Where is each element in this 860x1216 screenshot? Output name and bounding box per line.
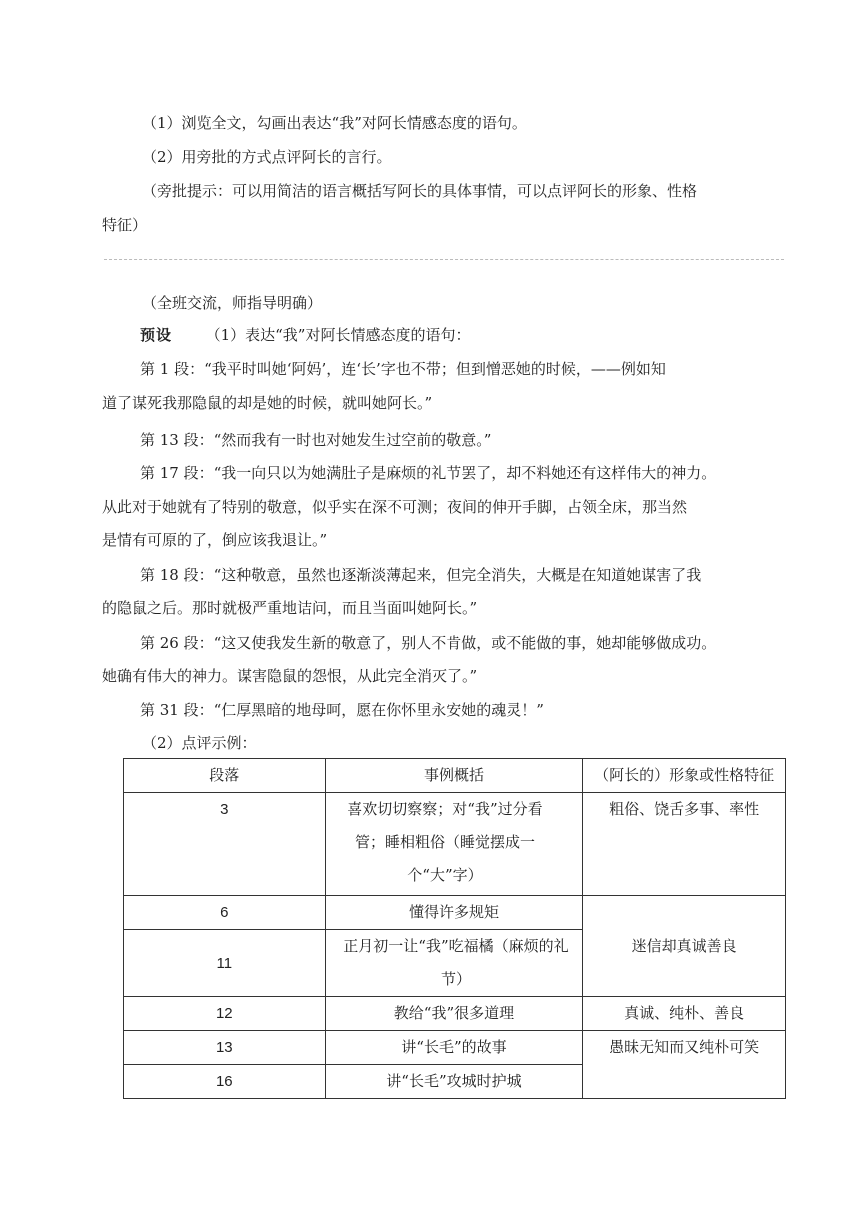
- class-note: （全班交流，师指导明确）: [142, 294, 323, 312]
- table-row: [124, 1031, 786, 1065]
- preset-line: [140, 323, 470, 347]
- row-paragraph: 6: [124, 896, 326, 930]
- quote-p1-line-1: 第 1 段：“我平时叫她‘阿妈’，连‘长’字也不带；但到憎恶她的时候，——例如知: [140, 360, 666, 378]
- quote-p17-line-2: 从此对于她就有了特别的敬意，似乎实在深不可测；夜间的伸开手脚，占领全床，那当然: [102, 498, 688, 516]
- row-trait: 愚昧无知而又纯朴可笑: [583, 1031, 786, 1099]
- quote-p18-line-2: 的隐鼠之后。那时就极严重地诘问，而且当面叫她阿长。”: [102, 599, 478, 617]
- comment-example-title: （2）点评示例：: [142, 734, 257, 752]
- row-trait: 粗俗、饶舌多事、率性: [583, 793, 786, 896]
- row-event: 讲“长毛”攻城时护城: [325, 1065, 583, 1099]
- quote-p31: 第 31 段：“仁厚黑暗的地母呵，愿在你怀里永安她的魂灵！”: [140, 701, 544, 719]
- quote-p17-line-3: 是情有可原的了，倒应该我退让。”: [102, 531, 328, 549]
- instruction-item-2: （2）用旁批的方式点评阿长的言行。: [142, 148, 392, 166]
- row-trait: 迷信却真诚善良: [583, 896, 786, 997]
- preset-label: 预设: [140, 326, 173, 344]
- quote-p18-line-1: 第 18 段：“这种敬意，虽然也逐渐淡薄起来，但完全消失，大概是在知道她谋害了我: [140, 566, 702, 584]
- table-row: [124, 793, 786, 896]
- quote-p13: 第 13 段：“然而我有一时也对她发生过空前的敬意。”: [140, 431, 492, 449]
- header-paragraph: 段落: [124, 759, 326, 793]
- row-event: 教给“我”很多道理: [325, 997, 583, 1031]
- quote-p17-line-1: 第 17 段：“我一向只以为她满肚子是麻烦的礼节罢了，却不料她还有这样伟大的神力。: [140, 464, 717, 482]
- table-header-row: [124, 759, 786, 793]
- row-paragraph: 3: [124, 793, 326, 896]
- section-divider: [104, 259, 784, 260]
- instruction-item-1: （1）浏览全文，勾画出表达“我”对阿长情感态度的语句。: [142, 114, 527, 132]
- row-paragraph: 12: [124, 997, 326, 1031]
- row-event: 讲“长毛”的故事: [325, 1031, 583, 1065]
- row-event: 懂得许多规矩: [325, 896, 583, 930]
- preset-text: （1）表达“我”对阿长情感态度的语句：: [205, 326, 471, 344]
- quote-p26-line-2: 她确有伟大的神力。谋害隐鼠的怨恨，从此完全消灭了。”: [102, 667, 478, 685]
- row-paragraph: 11: [124, 930, 326, 997]
- row-trait: 真诚、纯朴、善良: [583, 997, 786, 1031]
- comment-table: [123, 758, 786, 1099]
- table-row: [124, 997, 786, 1031]
- quote-p1-line-2: 道了谋死我那隐鼠的却是她的时候，就叫她阿长。”: [102, 394, 433, 412]
- header-event-summary: 事例概括: [325, 759, 583, 793]
- table-row: [124, 896, 786, 930]
- header-trait: （阿长的）形象或性格特征: [583, 759, 786, 793]
- row-paragraph: 16: [124, 1065, 326, 1099]
- hint-line-2: 特征）: [102, 216, 148, 234]
- row-event: 喜欢切切察察；对“我”过分看管；睡相粗俗（睡觉摆成一个“大”字）: [325, 793, 583, 896]
- row-paragraph: 13: [124, 1031, 326, 1065]
- hint-line-1: （旁批提示：可以用简洁的语言概括写阿长的具体事情，可以点评阿长的形象、性格: [142, 182, 698, 200]
- quote-p26-line-1: 第 26 段：“这又使我发生新的敬意了，别人不肯做，或不能做的事，她却能够做成功。: [140, 634, 717, 652]
- row-event: 正月初一让“我”吃福橘（麻烦的礼节）: [325, 930, 583, 997]
